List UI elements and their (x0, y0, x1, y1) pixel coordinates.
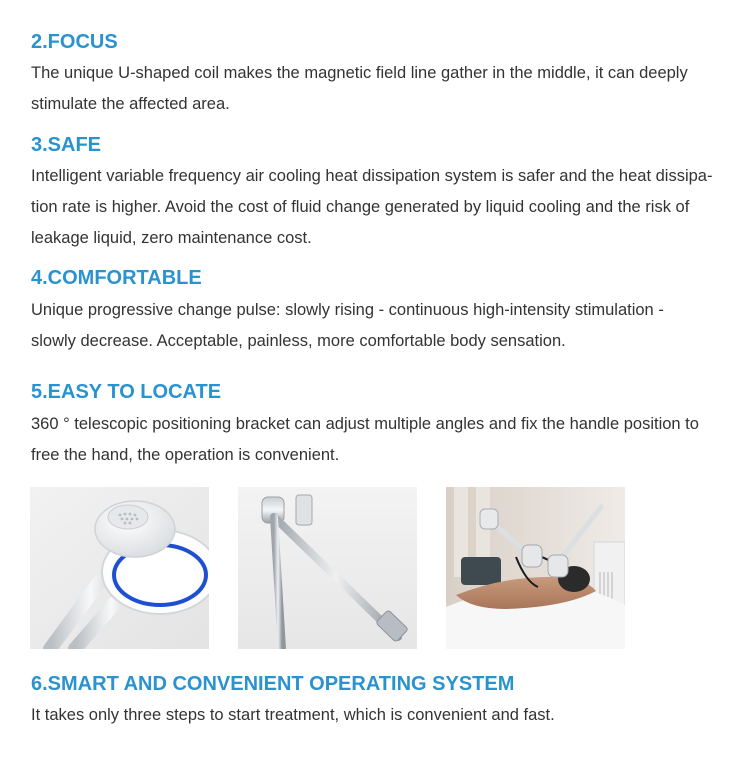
text-line: Unique progressive change pulse: slowly rising - continuous high-intensity stimulation - (31, 301, 664, 319)
text-line: 360 ° telescopic positioning bracket can adjust multiple angles and fix the handle position to (31, 415, 699, 433)
text-line: tion rate is higher. Avoid the cost of fluid change generated by liquid cooling and the risk of (31, 198, 690, 216)
section-heading-easy-to-locate: 5.EASY TO LOCATE (31, 381, 222, 403)
section-text-smart-operating-system (31, 700, 741, 731)
treatment-scene-illustration (446, 487, 625, 649)
text-line: free the hand, the operation is convenient. (31, 446, 340, 464)
handle-device-illustration (30, 487, 209, 649)
treatment-scene-photo-icon (446, 487, 625, 649)
section-text-easy-to-locate (31, 409, 741, 471)
text-line: It takes only three steps to start treatment, which is convenient and fast. (31, 706, 555, 724)
text-line: Intelligent variable frequency air cooling heat dissipation system is safer and the heat dissipa- (31, 167, 713, 185)
section-text-focus (31, 58, 741, 120)
section-heading-smart-operating-system: 6.SMART AND CONVENIENT OPERATING SYSTEM (31, 673, 515, 695)
section-text-comfortable (31, 295, 741, 357)
section-heading-safe: 3.SAFE (31, 134, 102, 156)
section-text-safe (31, 161, 741, 254)
section-heading-focus: 2.FOCUS (31, 31, 118, 53)
section-heading-comfortable: 4.COMFORTABLE (31, 267, 202, 289)
text-line: stimulate the affected area. (31, 95, 230, 113)
text-line: slowly decrease. Acceptable, painless, more comfortable body sensation. (31, 332, 566, 350)
text-line: The unique U-shaped coil makes the magnetic field line gather in the middle, it can deeply (31, 64, 688, 82)
text-line: leakage liquid, zero maintenance cost. (31, 229, 312, 247)
bracket-joint-illustration (238, 487, 417, 649)
bracket-joint-photo-icon (238, 487, 417, 649)
handle-device-photo-icon (30, 487, 209, 649)
